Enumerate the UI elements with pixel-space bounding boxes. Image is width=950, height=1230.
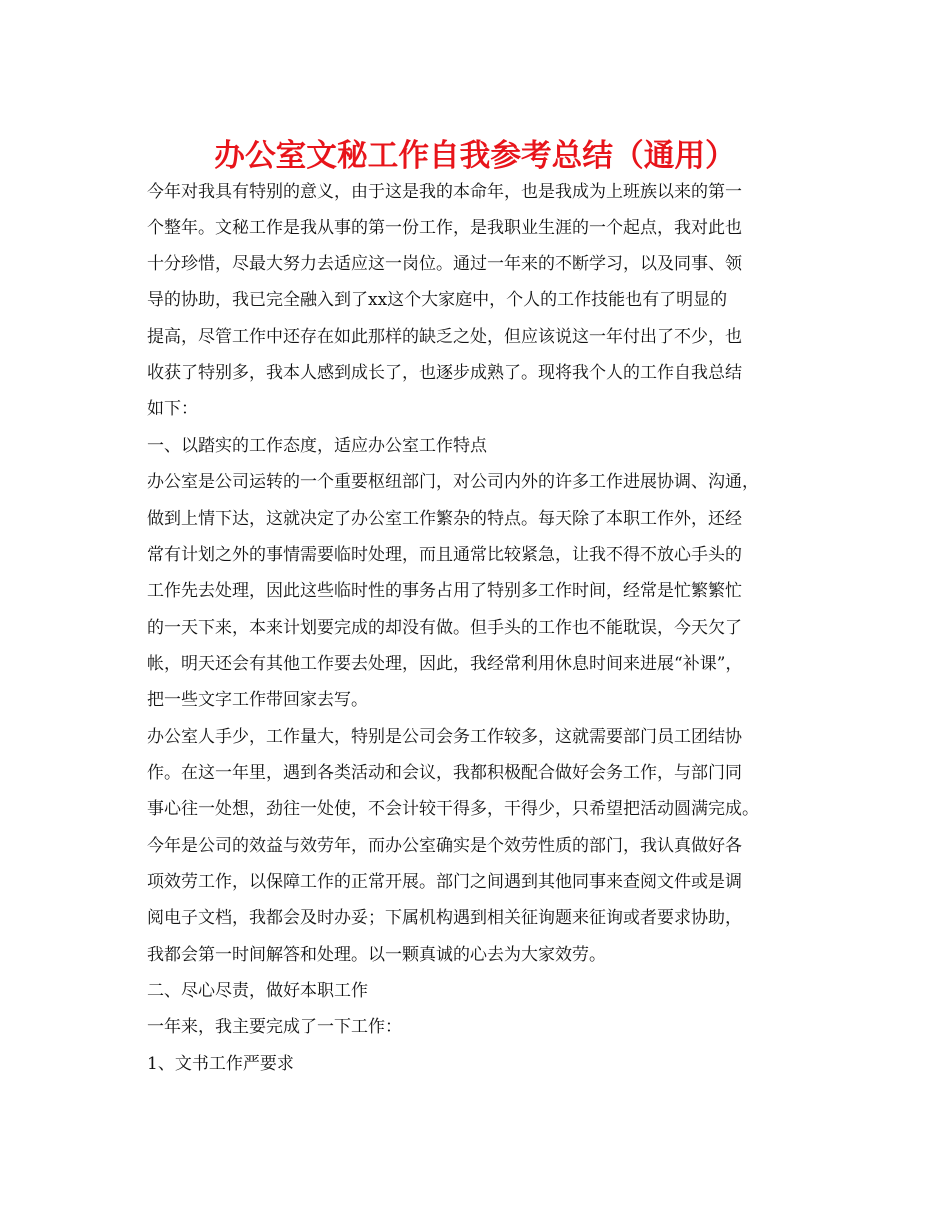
section-heading: 一、以踏实的工作态度，适应办公室工作特点 xyxy=(147,436,487,456)
paragraph-line: 我都会第一时间解答和处理。以一颗真诚的心去为大家效劳。 xyxy=(147,945,606,965)
paragraph-line: 个整年。文秘工作是我从事的第一份工作，是我职业生涯的一个起点，我对此也 xyxy=(147,218,742,238)
paragraph-line: 的一天下来，本来计划要完成的却没有做。但手头的工作也不能耽误，今天欠了 xyxy=(147,618,742,638)
paragraph-line: 办公室是公司运转的一个重要枢纽部门，对公司内外的许多工作进展协调、沟通， xyxy=(147,472,759,492)
paragraph-line: 工作先去处理，因此这些临时性的事务占用了特别多工作时间，经常是忙繁繁忙 xyxy=(147,581,742,601)
paragraph-line: 作。在这一年里，遇到各类活动和会议，我都积极配合做好会务工作，与部门同 xyxy=(147,763,742,783)
paragraph-line: 把一些文字工作带回家去写。 xyxy=(147,690,368,710)
document-title: 办公室文秘工作自我参考总结（通用） xyxy=(214,138,736,174)
paragraph-line: 今年对我具有特别的意义，由于这是我的本命年，也是我成为上班族以来的第一 xyxy=(147,182,742,202)
paragraph-line: 收获了特别多，我本人感到成长了，也逐步成熟了。现将我个人的工作自我总结 xyxy=(147,363,742,383)
paragraph-line: 事心往一处想，劲往一处使，不会计较干得多，干得少，只希望把活动圆满完成。 xyxy=(147,799,759,819)
paragraph-line: 阅电子文档，我都会及时办妥；下属机构遇到相关征询题来征询或者要求协助， xyxy=(147,908,742,928)
paragraph-line: 常有计划之外的事情需要临时处理，而且通常比较紧急，让我不得不放心手头的 xyxy=(147,545,742,565)
paragraph-line: 十分珍惜，尽最大努力去适应这一岗位。通过一年来的不断学习，以及同事、领 xyxy=(147,254,742,274)
paragraph-line: 做到上情下达，这就决定了办公室工作繁杂的特点。每天除了本职工作外，还经 xyxy=(147,509,742,529)
paragraph-line: 提高，尽管工作中还存在如此那样的缺乏之处，但应该说这一年付出了不少，也 xyxy=(147,327,742,347)
paragraph-line: 一年来，我主要完成了一下工作： xyxy=(147,1017,402,1037)
paragraph-line: 如下： xyxy=(147,399,198,419)
paragraph-line: 导的协助，我已完全融入到了xx这个大家庭中，个人的工作技能也有了明显的 xyxy=(147,290,728,310)
paragraph-line: 办公室人手少，工作量大，特别是公司会务工作较多，这就需要部门员工团结协 xyxy=(147,727,742,747)
paragraph-line: 项效劳工作，以保障工作的正常开展。部门之间遇到其他同事来查阅文件或是调 xyxy=(147,872,742,892)
subsection-heading: 1、文书工作严要求 xyxy=(147,1054,294,1074)
paragraph-line: 今年是公司的效益与效劳年，而办公室确实是个效劳性质的部门，我认真做好各 xyxy=(147,836,742,856)
paragraph-line: 帐，明天还会有其他工作要去处理，因此，我经常利用休息时间来进展“补课”， xyxy=(147,654,743,674)
section-heading: 二、尽心尽责，做好本职工作 xyxy=(147,981,368,1001)
